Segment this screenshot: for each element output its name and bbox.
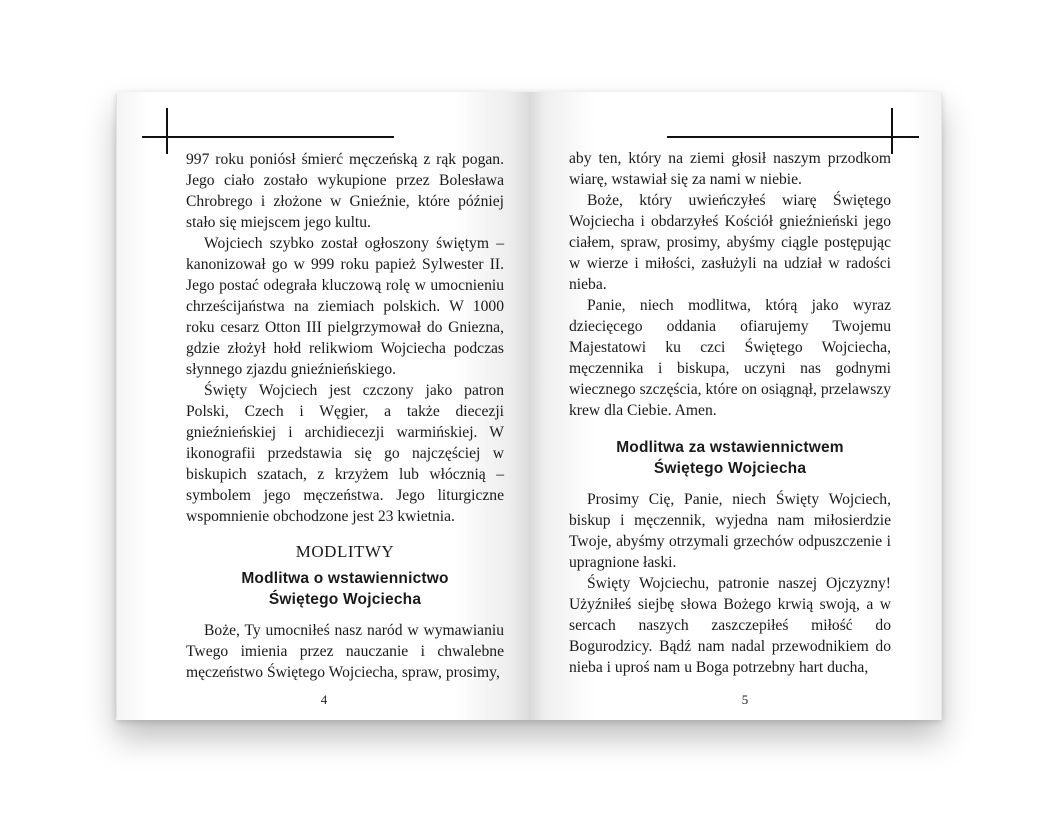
left-page	[116, 92, 529, 720]
page-number-right: 5	[741, 692, 749, 707]
right-prayer-paragraph-1: Prosimy Cię, Panie, niech Święty Wojciech, biskup i męczennik, wyjedna nam miłosierdzie Twoje, abyśmy otrzymali grzechów odpuszczenie i upragnione łaski.	[569, 491, 891, 571]
left-paragraph-3: Święty Wojciech jest czczony jako patron Polski, Czech i Węgier, a także diecezji gnieźnieńskiej i archidiecezji warmińskiej. W ikonografii przedstawia się go najczęściej w biskupich szatach, z krzyżem lub włócznią – symbolem jego męczeństwa. Jego liturgiczne wspomnienie obchodzone jest 23 kwietnia.	[186, 382, 504, 525]
left-paragraph-1: 997 roku poniósł śmierć męczeńską z rąk pogan. Jego ciało zostało wykupione przez Bolesława Chrobrego i złożone w Gnieźnie, które później stało się miejscem jego kultu.	[186, 151, 504, 231]
right-paragraph-2: Boże, który uwieńczyłeś wiarę Świętego Wojciecha i obdarzyłeś Kościół gnieźnieński jego ciałem, spraw, prosimy, abyśmy ciągle postępując w wierze i miłości, zasłużyli na udział w radości nieba.	[569, 192, 891, 293]
crop-mark-vertical-right	[891, 108, 893, 154]
left-page-edge	[116, 94, 117, 718]
left-prayer-heading-line1: Modlitwa o wstawiennictwo	[241, 570, 449, 587]
right-paragraph-3: Panie, niech modlitwa, którą jako wyraz dziecięcego oddania ofiarujemy Twojemu Majestatowi ku czci Świętego Wojciecha, męczennika i biskupa, uczyni nas godnymi wiecznego szczęścia, które on osiągnął, przelawszy krew dla Ciebie. Amen.	[569, 297, 891, 419]
right-prayer-heading-line1: Modlitwa za wstawiennictwem	[616, 439, 844, 456]
crop-mark-horizontal-right	[667, 136, 919, 138]
right-prayer-heading	[569, 437, 891, 479]
section-heading: MODLITWY	[295, 542, 395, 561]
left-paragraph-2: Wojciech szybko został ogłoszony świętym – kanonizował go w 999 roku papież Sylwester II. Jego postać odegrała kluczową rolę w umocnieniu chrześcijaństwa na ziemiach polskich. W 1000 roku cesarz Otton III pielgrzymował do Gniezna, gdzie złożył hołd relikwiom Wojciecha podczas słynnego zjazdu gnieźnieńskiego.	[186, 235, 504, 378]
right-page-text	[569, 148, 891, 678]
crop-mark-vertical-left	[166, 108, 168, 154]
crop-mark-horizontal-left	[142, 136, 394, 138]
left-prayer-text: Boże, Ty umocniłeś nasz naród w wymawianiu Twego imienia przez nauczanie i chwalebne męczeństwo Świętego Wojciecha, spraw, prosimy,	[186, 622, 504, 681]
right-paragraph-1: aby ten, który na ziemi głosił naszym przodkom wiarę, wstawiał się za nami w niebie.	[569, 150, 891, 188]
right-prayer-heading-line2: Świętego Wojciecha	[653, 460, 807, 477]
page-number-left: 4	[320, 692, 328, 707]
left-page-text	[186, 149, 504, 683]
left-prayer-heading	[186, 568, 504, 610]
left-prayer-heading-line2: Świętego Wojciecha	[268, 591, 422, 608]
right-page	[529, 92, 942, 720]
right-prayer-paragraph-2: Święty Wojciechu, patronie naszej Ojczyzny! Użyźniłeś siejbę słowa Bożego krwią swoją, a w sercach naszych zaszczepiłeś miłość do Bogurodzicy. Bądź nam nadal przewodnikiem do nieba i uproś nam u Boga potrzebny hart ducha,	[569, 575, 891, 676]
open-booklet	[116, 92, 942, 720]
right-page-edge	[941, 92, 942, 720]
